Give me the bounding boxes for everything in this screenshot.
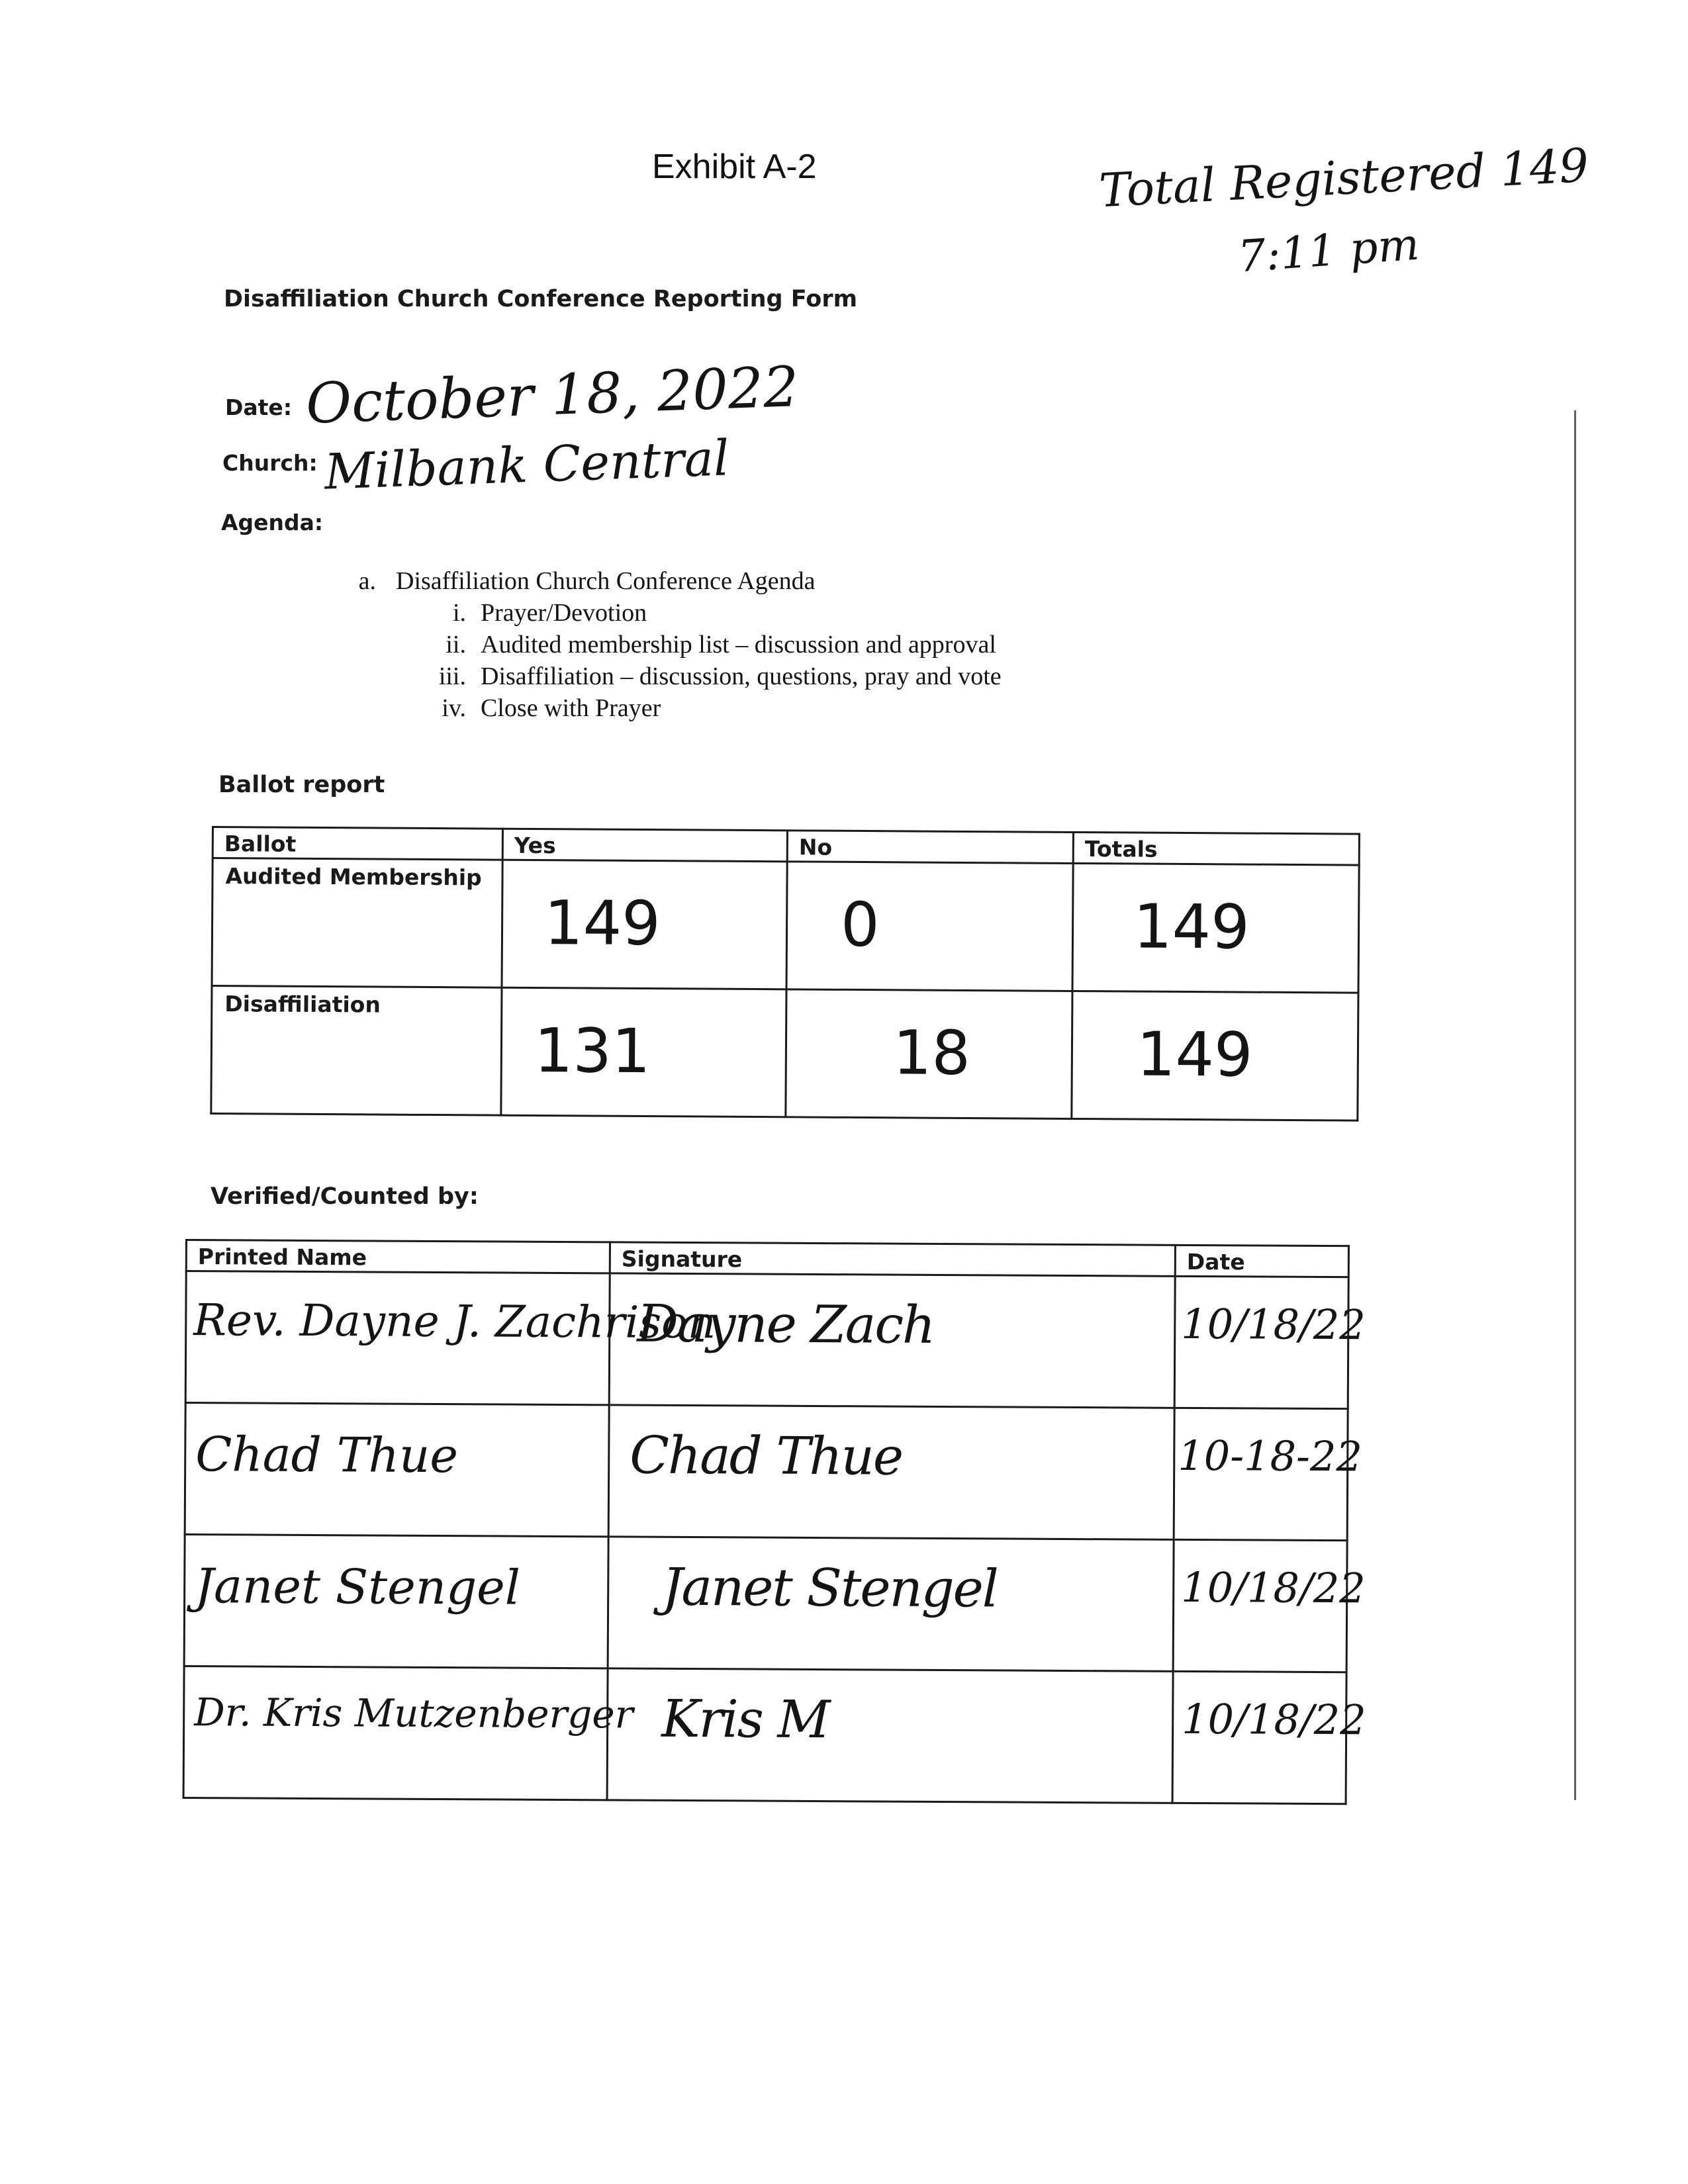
header-printed-name: Printed Name — [197, 1244, 367, 1271]
signature: Chad Thue — [630, 1426, 903, 1487]
agenda-item-text: Close with Prayer — [481, 694, 661, 722]
agenda-item-text: Disaffiliation – discussion, questions, pray and vote — [481, 662, 1002, 690]
signature: Janet Stengel — [662, 1557, 998, 1619]
agenda-item — [351, 629, 1002, 660]
printed-name-cell — [184, 1535, 608, 1668]
header-signature: Signature — [621, 1246, 743, 1273]
table-header-cell — [1175, 1245, 1348, 1277]
no-count: 18 — [892, 1017, 971, 1089]
church-value: Milbank Central — [323, 430, 730, 501]
ballot-name-cell — [211, 986, 502, 1116]
table-row — [184, 1535, 1347, 1672]
totals-cell — [1072, 863, 1359, 993]
header-no: No — [798, 834, 833, 860]
table-header-cell — [787, 831, 1073, 864]
header-totals: Totals — [1084, 836, 1158, 862]
printed-name-cell — [185, 1271, 716, 1405]
signature-cell — [608, 1537, 1174, 1671]
signature: Dayne Zach — [637, 1294, 935, 1355]
table-row — [185, 1271, 1348, 1409]
agenda-item-marker: iv. — [442, 694, 466, 722]
no-cell — [786, 862, 1073, 991]
totals-cell — [1072, 991, 1358, 1120]
table-header-cell — [610, 1242, 1175, 1276]
date-cell — [1174, 1408, 1363, 1540]
agenda-heading — [351, 565, 1002, 597]
agenda-item — [351, 597, 1002, 629]
church-label: Church: — [222, 450, 318, 476]
yes-count: 149 — [543, 887, 661, 960]
handwritten-time-note: 7:11 pm — [1236, 218, 1421, 283]
header-yes: Yes — [514, 832, 556, 859]
no-count: 0 — [840, 889, 880, 961]
date-cell — [1172, 1671, 1366, 1803]
date-cell — [1174, 1276, 1366, 1408]
agenda-list — [351, 565, 1002, 724]
table-header-cell — [502, 829, 787, 862]
printed-name: Dr. Kris Mutzenberger — [194, 1690, 633, 1737]
table-row — [185, 1403, 1348, 1541]
yes-cell — [501, 987, 786, 1117]
signature: Kris M — [661, 1689, 829, 1751]
signed-date: 10/18/22 — [1182, 1694, 1366, 1745]
yes-cell — [502, 860, 787, 989]
agenda-label: Agenda: — [221, 510, 324, 535]
signed-date: 10/18/22 — [1181, 1563, 1366, 1613]
ballot-name: Audited Membership — [225, 863, 482, 891]
printed-name: Chad Thue — [195, 1426, 459, 1484]
handwritten-total-registered-note: Total Registered 149 — [1098, 138, 1590, 218]
no-cell — [786, 989, 1072, 1119]
header-ballot: Ballot — [224, 831, 297, 857]
form-title: Disaffiliation Church Conference Reporting Form — [224, 286, 858, 312]
agenda-item — [351, 660, 1002, 692]
yes-count: 131 — [534, 1015, 651, 1087]
signature-cell — [607, 1668, 1173, 1803]
ballot-report-label: Ballot report — [218, 772, 385, 798]
totals-count: 149 — [1136, 1019, 1253, 1091]
agenda-item-marker: i. — [452, 599, 466, 627]
exhibit-title: Exhibit A-2 — [652, 148, 817, 186]
date-label: Date: — [225, 394, 293, 420]
scan-edge-line — [1574, 410, 1576, 1800]
ballot-name-cell — [212, 858, 502, 988]
agenda-item — [351, 692, 1002, 724]
printed-name: Janet Stengel — [195, 1558, 521, 1615]
table-header-cell — [212, 827, 502, 860]
ballot-name: Disaffiliation — [224, 991, 381, 1018]
date-cell — [1173, 1539, 1366, 1672]
printed-name: Rev. Dayne J. Zachrison — [193, 1295, 716, 1349]
totals-count: 149 — [1133, 891, 1250, 963]
ballot-report-table — [210, 826, 1360, 1122]
printed-name-cell — [183, 1666, 633, 1799]
agenda-title: Disaffiliation Church Conference Agenda — [396, 567, 816, 595]
agenda-marker: a. — [358, 567, 376, 595]
table-row — [212, 858, 1359, 993]
signed-date: 10-18-22 — [1178, 1431, 1363, 1481]
header-date: Date — [1186, 1248, 1245, 1275]
table-row — [211, 986, 1358, 1121]
agenda-item-text: Prayer/Devotion — [481, 599, 647, 627]
signature-cell — [608, 1405, 1174, 1539]
table-header-cell — [186, 1240, 610, 1273]
verified-counted-label: Verified/Counted by: — [211, 1183, 479, 1210]
date-value: October 18, 2022 — [305, 354, 800, 436]
agenda-item-text: Audited membership list – discussion and approval — [481, 631, 996, 659]
agenda-item-marker: ii. — [445, 631, 466, 659]
signed-date: 10/18/22 — [1181, 1299, 1366, 1349]
verified-counted-table — [183, 1239, 1366, 1805]
table-row — [183, 1666, 1346, 1803]
printed-name-cell — [185, 1403, 609, 1537]
signature-cell — [609, 1273, 1175, 1408]
table-header-cell — [1073, 832, 1359, 865]
agenda-item-marker: iii. — [438, 662, 466, 690]
